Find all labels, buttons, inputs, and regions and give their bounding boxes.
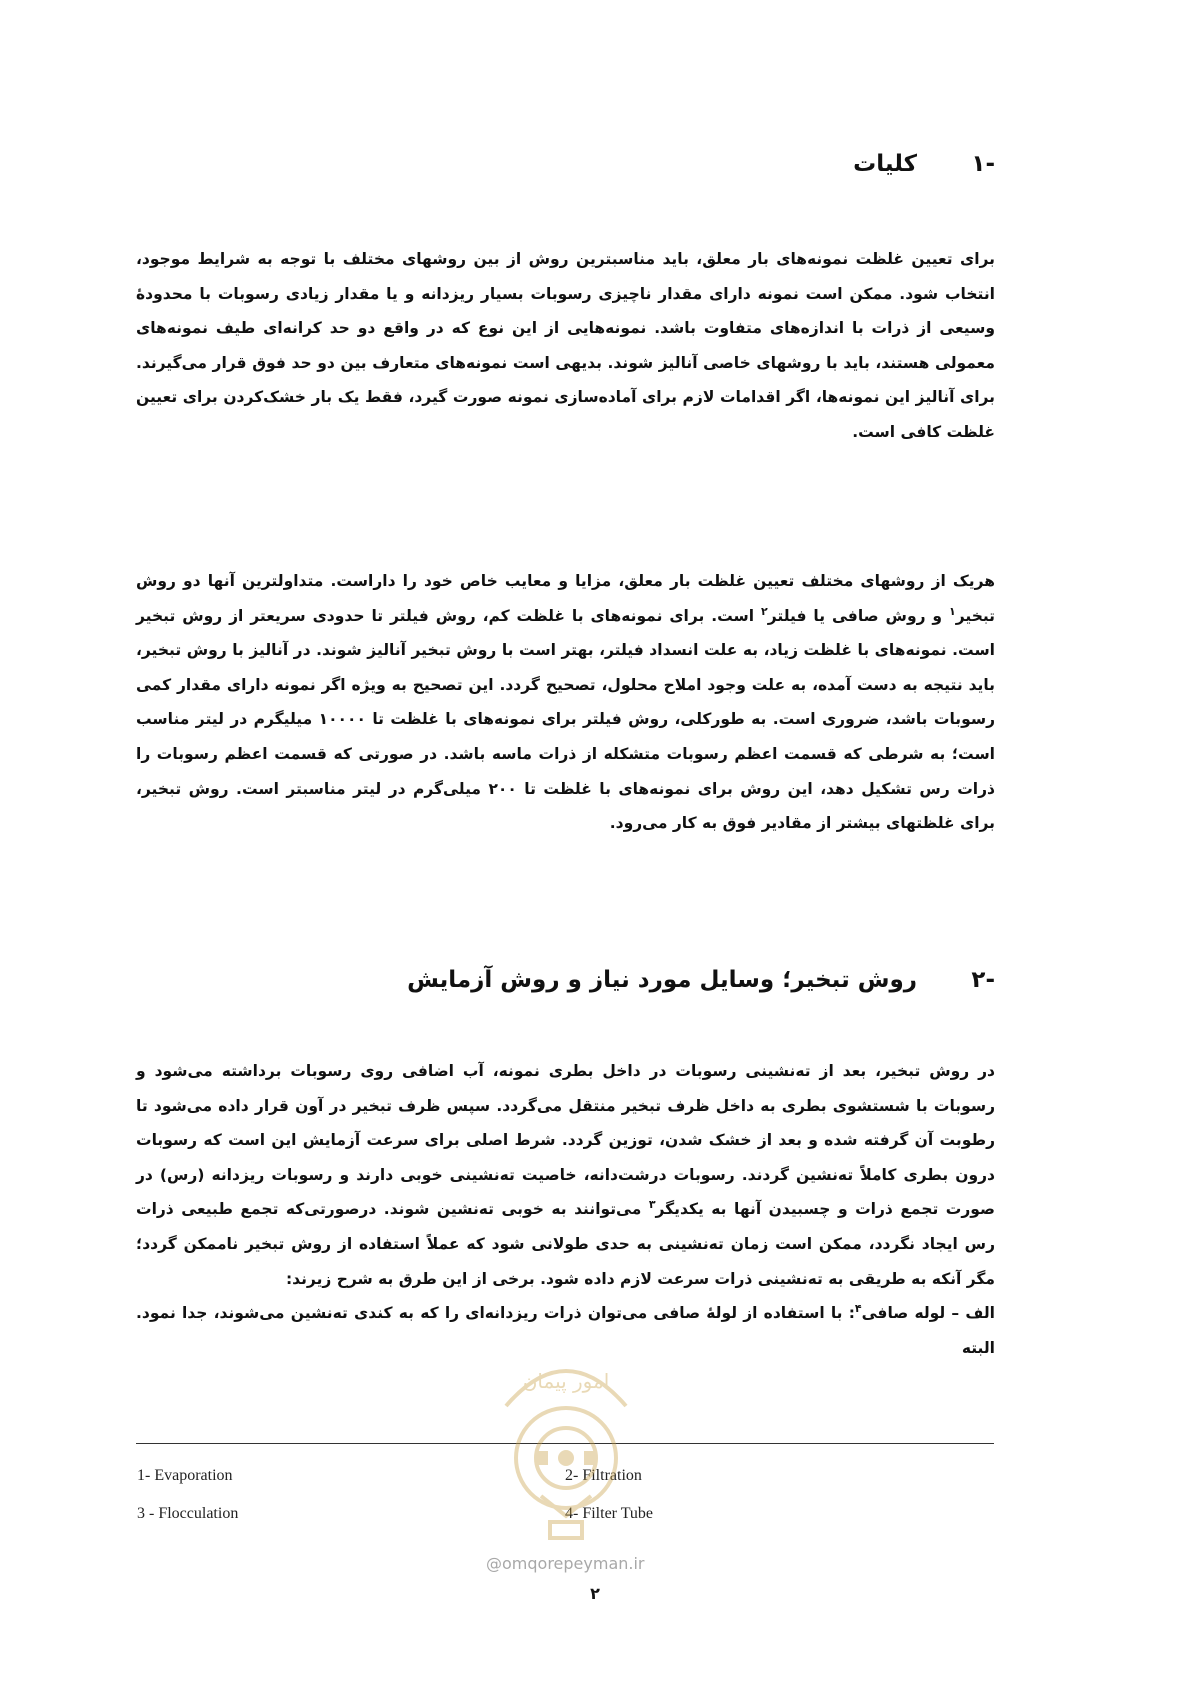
footnote-ref-2: ۲ <box>761 604 768 618</box>
section-2-text-3: الف – لوله صافی <box>861 1304 995 1323</box>
watermark-logo-text: امور پیمان <box>522 1369 610 1393</box>
methods-text-1: هریک از روشهای مختلف تعیین غلظت بار معلق، مزایا و معایب خاص خود را داراست. متداولترین آنها دو روش تبخیر <box>136 572 996 625</box>
section-2-heading <box>136 964 995 996</box>
methods-text-3: است. برای نمونه‌های با غلظت کم، روش فیلتر تا حدودی سریعتر از روش تبخیر است. نمونه‌های با غلظت زیاد، به علت انسداد فیلتر، بهتر است با روش تبخیر آنالیز شوند. در آنالیز با روش تبخیر، باید نتیجه به دست آمده، به علت وجود املاح محلول، تصحیح گردد. این تصحیح به ویژه اگر نمونه دارای مقدار کمی رسوبات باشد، ضروری است. به طورکلی، روش فیلتر برای نمونه‌های با غلظت تا ۱۰۰۰۰ میلیگرم در لیتر مناسب است؛ به شرطی که قسمت اعظم رسوبات متشکله از ذرات ماسه باشد. در صورتی که قسمت اعظم رسوبات را ذرات رس تشکیل دهد، این روش برای نمونه‌های با غلظت تا ۲۰۰ میلی‌گرم در لیتر مناسبتر است. روش تبخیر، برای غلظتهای بیشتر از مقادیر فوق به کار می‌رود. <box>136 606 995 833</box>
section-2-text-4: : با استفاده از لولهٔ صافی می‌توان ذرات ریزدانه‌ای را که به کندی ته‌نشین می‌شوند، جدا نمود. البته <box>136 1304 995 1357</box>
section-1-heading <box>136 148 995 180</box>
footnote-4: 4- Filter Tube <box>565 1505 654 1522</box>
section-1-title: کلیات <box>853 151 917 177</box>
page-number: ۲ <box>590 1584 600 1603</box>
watermark-caption: @omqorepeyman.ir <box>486 1554 645 1573</box>
section-2-text-2: می‌توانند به خوبی ته‌نشین شوند. درصورتی‌که تجمع طبیعی ذرات رس ایجاد نگردد، ممکن است زمان ته‌نشینی به حدی طولانی شود که عملاً استفاده از روش تبخیر ناممکن گردد؛ مگر آنکه به طریقی به ته‌نشینی ذرات سرعت لازم داده شود. برخی از این طرق به شرح زیرند: <box>136 1200 995 1288</box>
section-2-number: -۲ <box>971 967 995 993</box>
methods-text-2: و روش صافی یا فیلتر <box>767 606 949 625</box>
footnote-ref-1: ۱ <box>949 604 956 618</box>
section-2-text-1: در روش تبخیر، بعد از ته‌نشینی رسوبات در داخل بطری نمونه، آب اضافی روی رسوبات برداشته می‌شود و رسوبات با شستشوی بطری به داخل ظرف تبخیر منتقل می‌گردد. سپس ظرف تبخیر در آون قرار داده می‌شود تا رطوبت آن گرفته شده و بعد از خشک شدن، توزین گردد. شرط اصلی برای سرعت آزمایش این است که رسوبات درون بطری کاملاً ته‌نشین گردند. رسوبات درشت‌دانه، خاصیت ته‌نشینی خوبی دارند و رسوبات ریزدانه (رس) در صورت تجمع ذرات و چسبیدن آنها به یکدیگر <box>136 1062 995 1219</box>
section-2-paragraph <box>136 1054 995 1365</box>
footnote-3: 3 - Flocculation <box>137 1505 239 1522</box>
watermark-site: omqorepeyman.ir <box>502 1554 645 1573</box>
footnote-2: 2- Filtration <box>565 1467 642 1484</box>
section-1-paragraph: برای تعیین غلظت نمونه‌های بار معلق، باید مناسبترین روش از بین روشهای مختلف با توجه به شرایط موجود، انتخاب شود. ممکن است نمونه دارای مقدار ناچیزی رسوبات بسیار ریزدانه و یا مقدار زیادی رسوبات با محدودهٔ وسیعی از ذرات با اندازه‌های متفاوت باشد. نمونه‌هایی از این نوع که در واقع دو حد کرانه‌ای طیف نمونه‌های معمولی هستند، باید با روشهای خاصی آنالیز شوند. بدیهی است نمونه‌های متعارف بین دو حد فوق قرار می‌گیرند. برای آنالیز این نمونه‌ها، اگر اقدامات لازم برای آماده‌سازی نمونه صورت گیرد، فقط یک بار خشک‌کردن برای تعیین غلظت کافی است. <box>136 250 995 441</box>
footnote-divider <box>136 1443 994 1444</box>
methods-paragraph <box>136 564 995 841</box>
footnote-1: 1- Evaporation <box>137 1467 233 1484</box>
footnote-ref-4: ۴ <box>854 1302 862 1315</box>
watermark-logo-icon <box>486 1346 646 1558</box>
section-2-title: روش تبخیر؛ وسایل مورد نیاز و روش آزمایش <box>407 967 917 993</box>
footnote-ref-3: ۳ <box>648 1198 656 1212</box>
section-1-number: -۱ <box>971 151 995 177</box>
